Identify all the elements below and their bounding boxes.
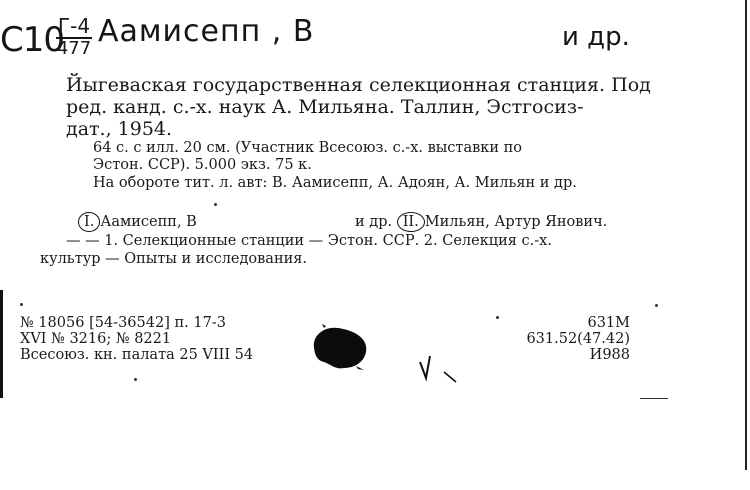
speck — [655, 304, 658, 307]
right-edge-rule — [745, 0, 747, 470]
handwritten-call-fraction — [56, 16, 92, 59]
speck — [214, 203, 217, 206]
footer-right-line-2: 631.52(47.42) — [526, 331, 630, 347]
handwritten-et-al: и др. — [562, 22, 630, 52]
title-line-3: дат., 1954. — [66, 118, 173, 140]
subjects-line-2: культур — Опыты и исследования. — [40, 251, 308, 267]
speck — [496, 316, 499, 319]
tracing-2-number: II. — [397, 212, 425, 232]
bottom-dash — [640, 398, 668, 399]
handwritten-call-numerator: Г-4 — [57, 14, 91, 38]
tracing-1-number: I. — [78, 212, 100, 232]
title-line-2: ред. канд. с.-х. наук А. Мильяна. Таллин, Эстгосиз- — [66, 96, 584, 118]
tracing-2-text: Мильян, Артур Янович. — [424, 214, 608, 230]
handwritten-call-denominator: 477 — [56, 38, 92, 59]
left-edge-rule — [0, 290, 3, 398]
footer-right-line-1: 631М — [587, 315, 630, 331]
tracing-entry-1 — [78, 212, 197, 232]
handwritten-call-prefix: C10 — [0, 20, 65, 60]
footer-right-line-3: И988 — [589, 347, 630, 363]
handwritten-author: Аамисепп , В — [98, 14, 315, 49]
footer-left-line-3: Всесоюз. кн. палата 25 VIII 54 — [20, 347, 254, 363]
ink-blot — [308, 322, 370, 372]
footer-left-line-1: № 18056 [54-36542] п. 17-3 — [20, 315, 226, 331]
subjects-line-1: — — 1. Селекционные станции — Эстон. ССР. 2. Селекция с.-х. — [66, 233, 552, 249]
tracing-connector: и др. — [355, 214, 393, 230]
collation-line-1: 64 с. с илл. 20 см. (Участник Всесоюз. с.-х. выставки по — [93, 140, 522, 156]
speck — [134, 378, 137, 381]
title-line-1: Йыгеваская государственная селекционная станция. Под — [66, 74, 651, 96]
collation-line-2: Эстон. ССР). 5.000 экз. 75 к. — [93, 157, 312, 173]
collation-line-3: На обороте тит. л. авт: В. Аамисепп, А. Адоян, А. Мильян и др. — [93, 175, 577, 191]
pen-check-mark — [416, 352, 460, 386]
tracing-1-text: Аамисепп, В — [100, 214, 197, 230]
speck — [20, 303, 23, 306]
footer-left-line-2: XVI № 3216; № 8221 — [20, 331, 172, 347]
tracing-entry-2 — [355, 212, 607, 232]
